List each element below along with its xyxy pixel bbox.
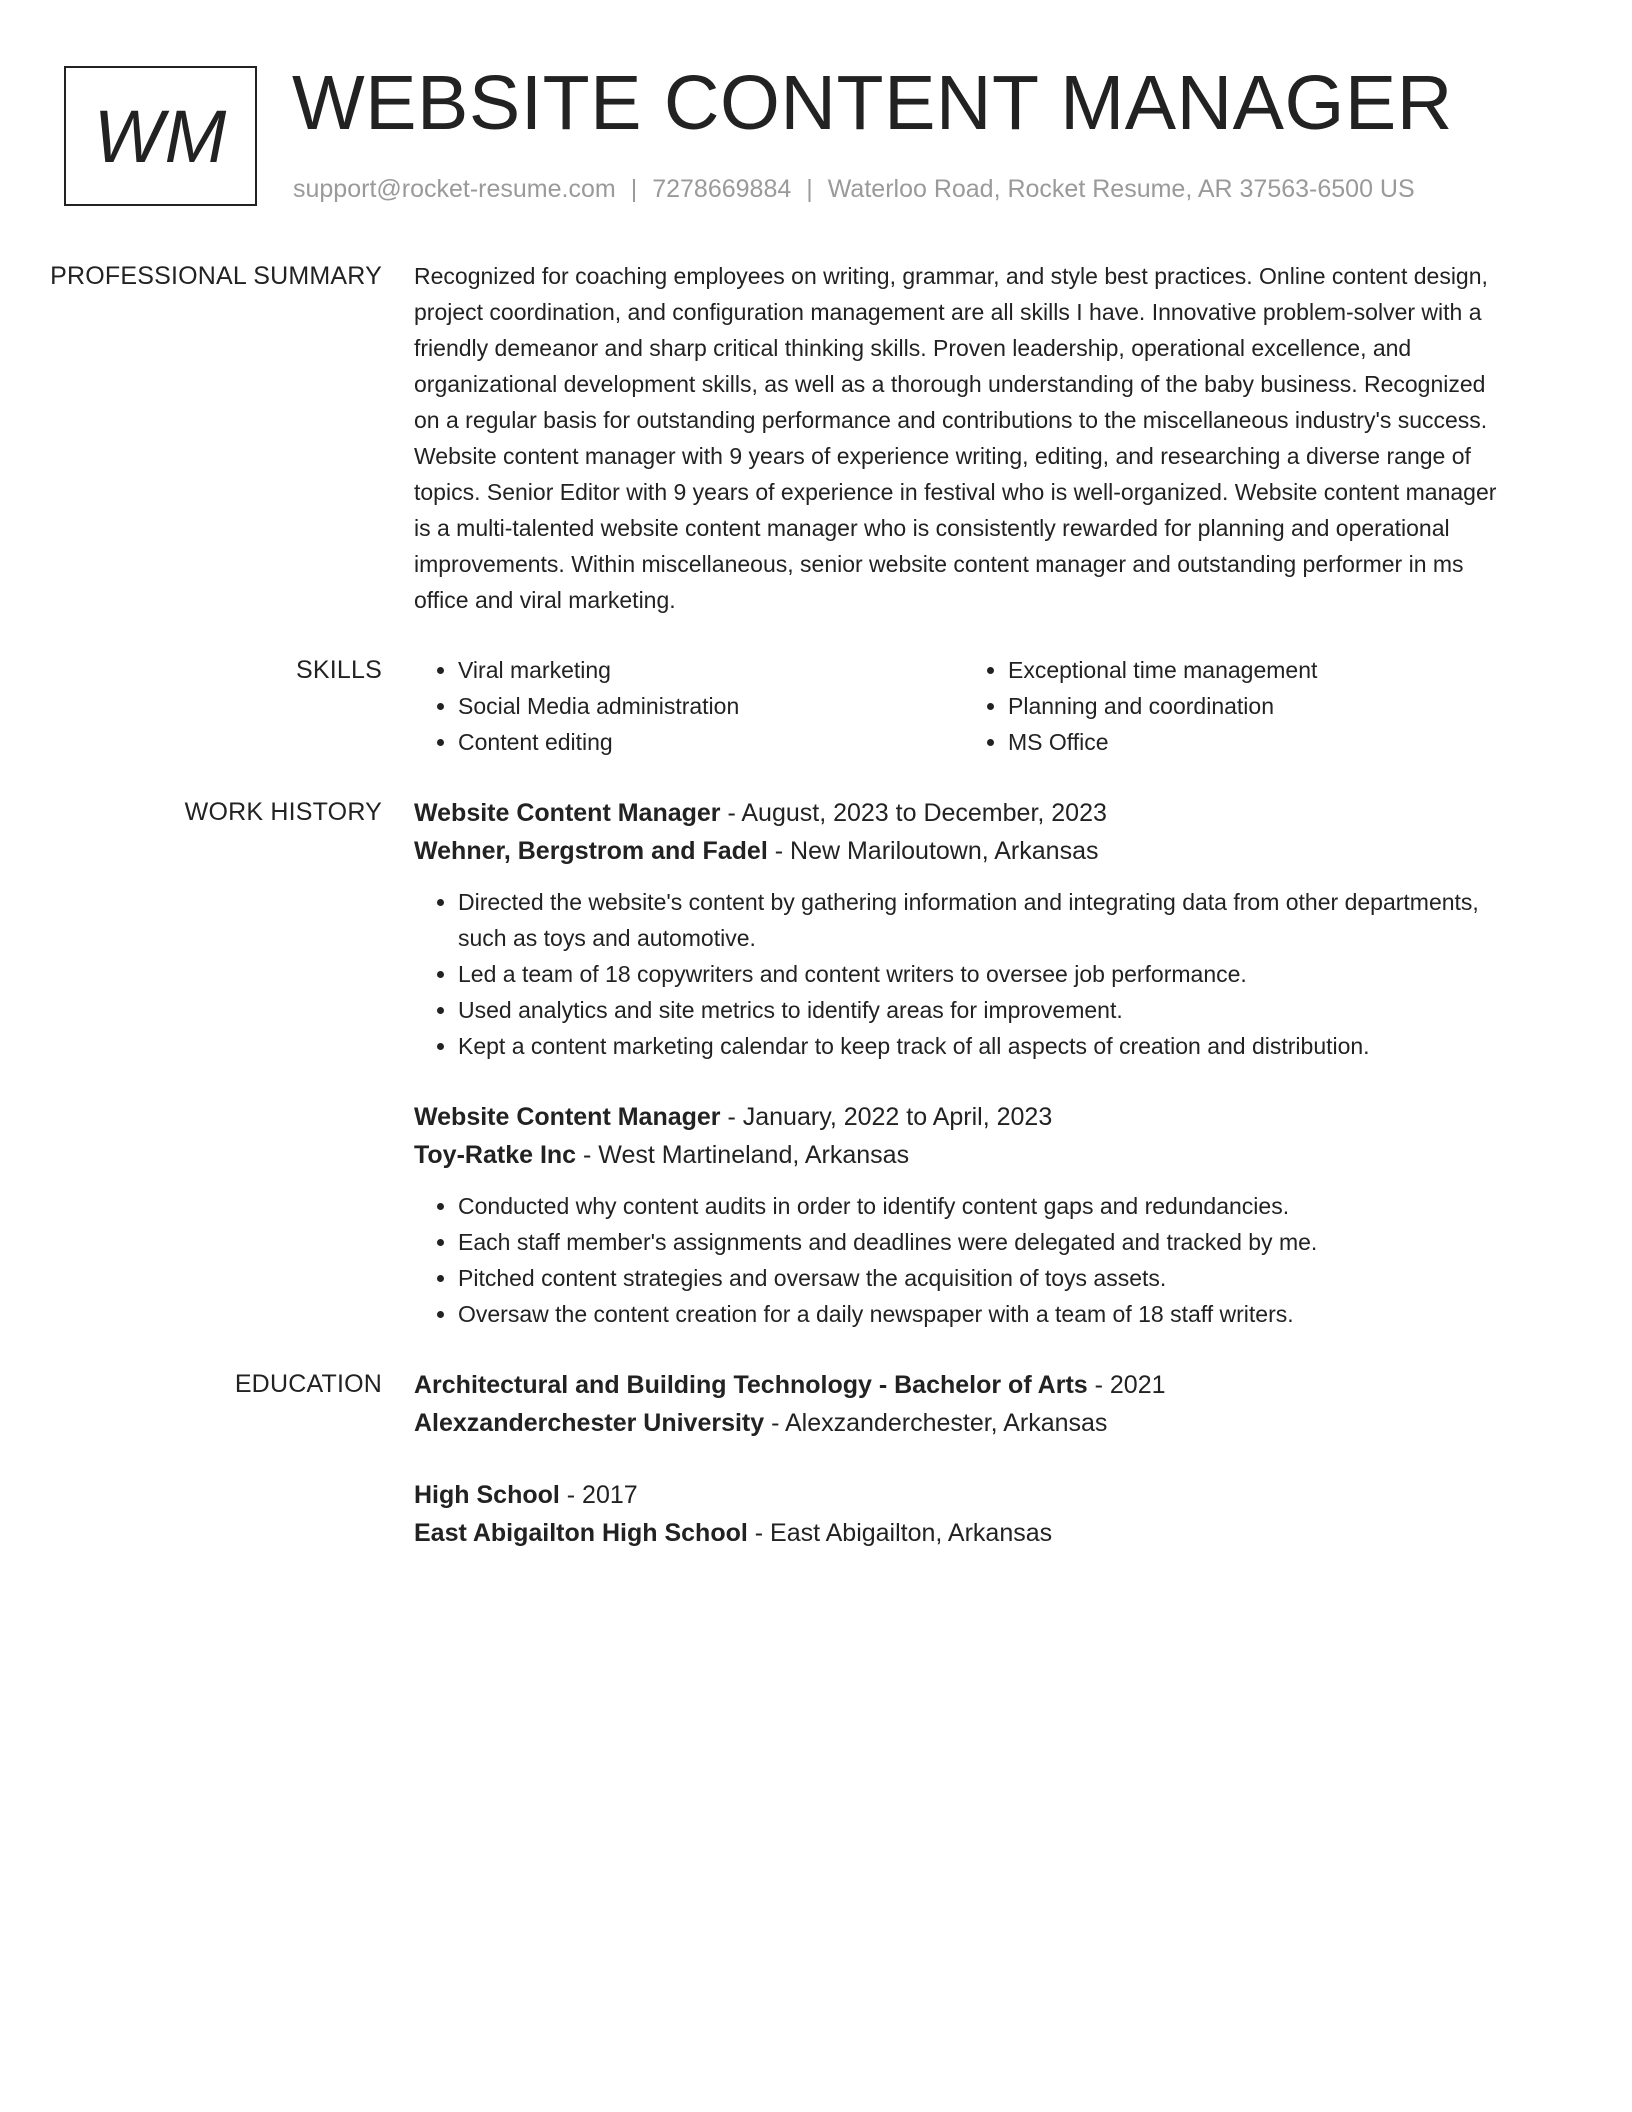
education-school: Alexzanderchester University xyxy=(414,1409,765,1437)
education-location: - East Abigailton, Arkansas xyxy=(747,1519,1053,1547)
job-title: Website Content Manager xyxy=(414,1103,721,1131)
skills-list-right xyxy=(964,652,1514,760)
education-degree: Architectural and Building Technology - Bachelor of Arts xyxy=(414,1371,1088,1399)
contact-phone: 7278669884 xyxy=(652,175,792,203)
skill-item: • Social Media administration xyxy=(458,688,964,724)
education-entry xyxy=(414,1476,1514,1552)
resume-name: WEBSITE CONTENT MANAGER xyxy=(292,60,1453,146)
job-bullet: • Used analytics and site metrics to identify areas for improvement. xyxy=(458,992,1514,1028)
skill-item: • MS Office xyxy=(1008,724,1514,760)
summary-text: Recognized for coaching employees on writing, grammar, and style best practices. Online content design, project coordination, and configuration management are all skills I have. Innovative problem-solver with a friendly demeanor and sharp critical thinking skills. Proven leadership, operational excellence, and organizational development skills, as well as a thorough understanding of the baby business. Recognized on a regular basis for outstanding performance and contributions to the miscellaneous industry's success. Website content manager with 9 years of experience writing, editing, and researching a diverse range of topics. Senior Editor with 9 years of experience in festival who is well-organized. Website content manager is a multi-talented website content manager who is consistently rewarded for planning and operational improvements. Within miscellaneous, senior website content manager and outstanding performer in ms office and viral marketing. xyxy=(414,263,1497,613)
education-school-line xyxy=(414,1514,1514,1552)
education-degree-line xyxy=(414,1476,1514,1514)
job-bullet: • Conducted why content audits in order to identify content gaps and redundancies. xyxy=(458,1188,1514,1224)
education-degree: High School xyxy=(414,1481,560,1509)
job-dates: - January, 2022 to April, 2023 xyxy=(720,1103,1053,1131)
skill-item: • Exceptional time management xyxy=(1008,652,1514,688)
education-year: - 2017 xyxy=(559,1481,638,1509)
skill-item: • Planning and coordination xyxy=(1008,688,1514,724)
contact-address: Waterloo Road, Rocket Resume, AR 37563-6500 US xyxy=(827,175,1415,203)
resume-content xyxy=(0,258,1632,1586)
skill-item: • Viral marketing xyxy=(458,652,964,688)
summary-label: PROFESSIONAL SUMMARY xyxy=(50,262,382,290)
job-entry xyxy=(414,1098,1514,1332)
skills-section xyxy=(0,652,1632,760)
job-bullet: • Directed the website's content by gathering information and integrating data from other departments, such as toys and automotive. xyxy=(458,884,1514,956)
job-title-line xyxy=(414,794,1514,832)
work-history-body xyxy=(414,794,1514,1332)
education-section xyxy=(0,1366,1632,1552)
work-history-section xyxy=(0,794,1632,1332)
job-dates: - August, 2023 to December, 2023 xyxy=(720,799,1107,827)
skill-item: • Content editing xyxy=(458,724,964,760)
job-location: - New Mariloutown, Arkansas xyxy=(767,837,1099,865)
education-location: - Alexzanderchester, Arkansas xyxy=(764,1409,1108,1437)
skills-label: SKILLS xyxy=(296,656,382,684)
contact-line xyxy=(293,175,1415,204)
contact-separator: | xyxy=(630,175,638,203)
job-title-line xyxy=(414,1098,1514,1136)
job-location: - West Martineland, Arkansas xyxy=(576,1141,910,1169)
job-entry xyxy=(414,794,1514,1064)
job-title: Website Content Manager xyxy=(414,799,721,827)
job-bullet: • Kept a content marketing calendar to keep track of all aspects of creation and distribution. xyxy=(458,1028,1514,1064)
job-bullet: • Each staff member's assignments and deadlines were delegated and tracked by me. xyxy=(458,1224,1514,1260)
education-label: EDUCATION xyxy=(234,1370,382,1398)
job-company: Wehner, Bergstrom and Fadel xyxy=(414,837,768,865)
education-body xyxy=(414,1366,1514,1552)
monogram xyxy=(64,66,257,206)
job-company-line xyxy=(414,1136,1514,1174)
summary-section xyxy=(0,258,1632,618)
contact-separator: | xyxy=(806,175,813,203)
job-company: Toy-Ratke Inc xyxy=(414,1141,577,1169)
education-year: - 2021 xyxy=(1087,1371,1166,1399)
job-company-line xyxy=(414,832,1514,870)
job-bullet: • Pitched content strategies and oversaw the acquisition of toys assets. xyxy=(458,1260,1514,1296)
contact-email: support@rocket-resume.com xyxy=(293,175,616,203)
education-degree-line xyxy=(414,1366,1514,1404)
work-history-label: WORK HISTORY xyxy=(184,798,382,826)
summary-body xyxy=(414,258,1514,618)
job-bullets xyxy=(414,884,1514,1064)
education-school: East Abigailton High School xyxy=(414,1519,748,1547)
education-entry xyxy=(414,1366,1514,1442)
skills-body xyxy=(414,652,1514,760)
education-school-line xyxy=(414,1404,1514,1442)
monogram-text: WM xyxy=(93,94,228,178)
job-bullet: • Led a team of 18 copywriters and content writers to oversee job performance. xyxy=(458,956,1514,992)
job-bullet: • Oversaw the content creation for a daily newspaper with a team of 18 staff writers. xyxy=(458,1296,1514,1332)
skills-list-left xyxy=(414,652,964,760)
job-bullets xyxy=(414,1188,1514,1332)
